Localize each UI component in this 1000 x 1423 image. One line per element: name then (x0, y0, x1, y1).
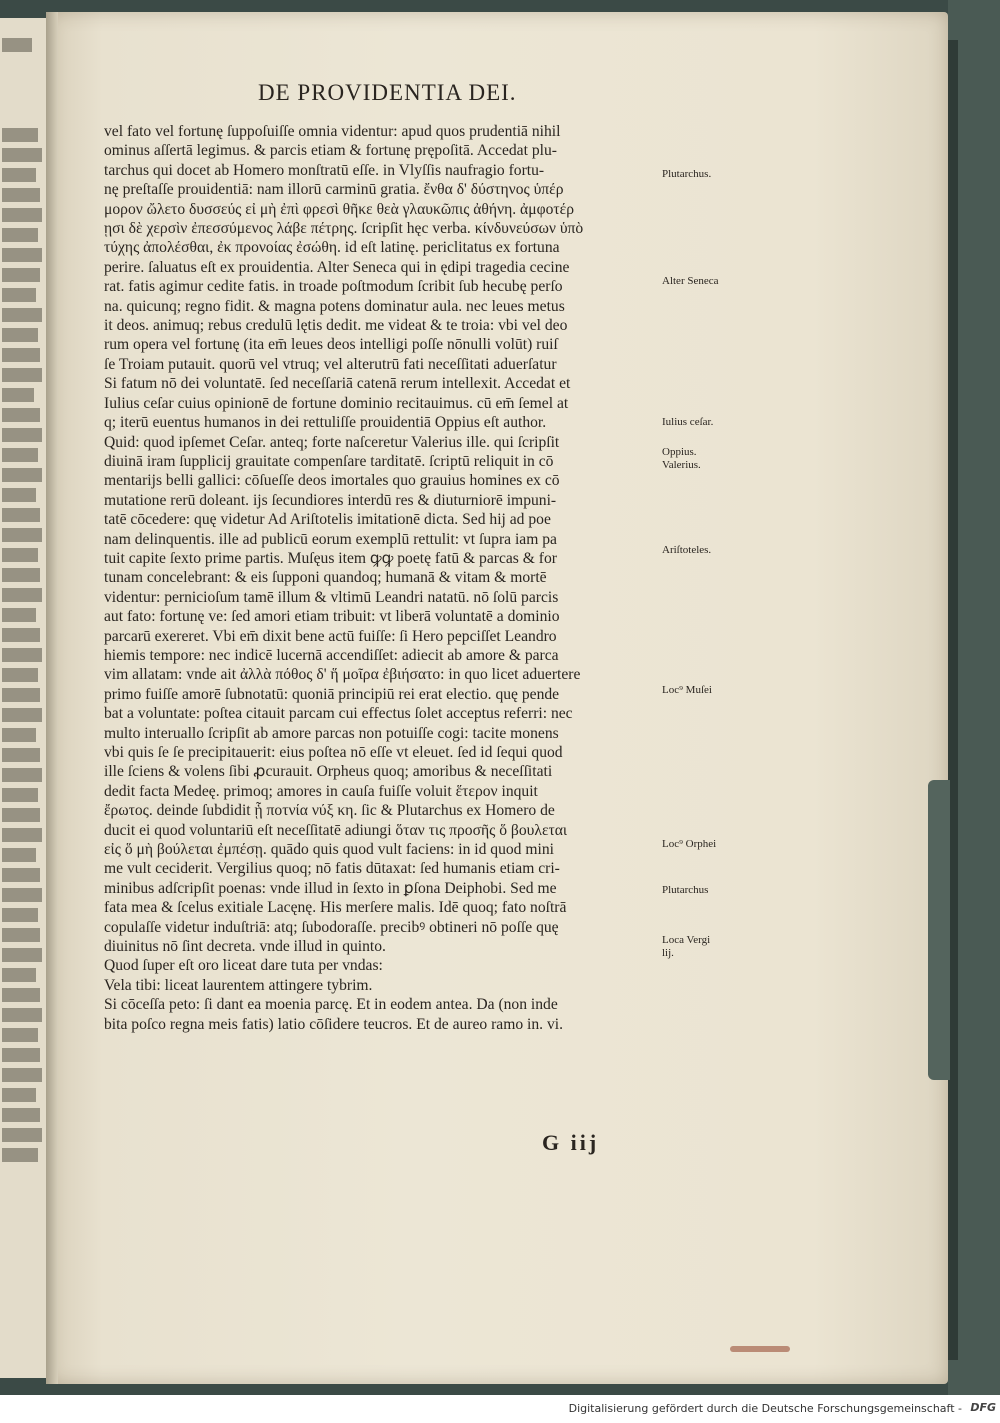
text-line: ominus aſſertā legimus. & parcis etiam & fortunę prępoſitā. Accedat plu- (104, 142, 557, 160)
text-line: diuinitus nō ſint decreta. vnde illud in quinto. (104, 938, 386, 956)
text-line: vim allatam: vnde ait ἀλλὰ πόθος δ' ἥ μοῖρα ἐβιήσατο: in quo licet aduertere (104, 666, 581, 684)
text-line: Si cōceſſa peto: ſi dant ea moenia parcę. Et in eodem antea. Da (non inde (104, 996, 558, 1014)
facing-page-edge (0, 18, 48, 1378)
text-line: fata mea & ſcelus exitiale Lacęnę. His merſere malis. Idē quoq; fato noſtrā (104, 899, 567, 917)
page-stain (730, 1346, 790, 1352)
text-line: tuit capite ſexto prime partis. Muſęus item ꝙꝙ poetę fatū & parcas & for (104, 549, 557, 567)
marginal-note: Oppius. Valerius. (662, 446, 701, 471)
text-line: ῃσι δὲ χερσὶν ἐπεσσύμενος λάβε πέτρης. ſcripſit hęc verba. κίνδυνεύσων ὑπὸ (104, 220, 584, 238)
marginal-note: Plutarchus. (662, 168, 712, 180)
text-line: μορον ὤλετο δυσσεύς εἰ μὴ ἐπὶ φρεσὶ θῆκε θεὰ γλαυκῶπις ἀθήνη. ἀμφοτέρ (104, 200, 574, 218)
text-line: ſe Troiam putauit. quorū vel vtruq; vel alterutrū fati neceſſitati aduerſatur (104, 355, 557, 373)
text-line: perire. ſaluatus eſt ex prouidentia. Alter Seneca qui in ędipi tragedia cecine (104, 258, 570, 276)
text-line: rat. fatis agimur cedite fatis. in troade poſtmodum ſcribit ſub hecubę perſo (104, 278, 563, 296)
text-line: rum opera vel fortunę (ita em̄ leues deos intelligi poſſe nōnulli volūt) ruiſ (104, 336, 558, 354)
text-line: Quid: quod ipſemet Ceſar. anteq; forte naſceretur Valerius ille. qui ſcripſit (104, 433, 560, 451)
text-line: εἰς ὅ μὴ βούλεται ἐμπέσῃ. quādo quis quod vult faciens: in id quod mini (104, 841, 554, 859)
signature-mark: G iij (542, 1130, 600, 1155)
page-gutter (46, 12, 58, 1384)
text-line: τύχης ἀπολέσθαι, ἐκ προνοίας ἐσώθη. id eſt latinę. periclitatus ex fortuna (104, 239, 560, 257)
marginal-note: Alter Seneca (662, 275, 719, 287)
dfg-logo: DFG (970, 1401, 996, 1414)
text-line: q; iterū euentus humanos in dei rettuliſſe prouidentiā Oppius eſt author. (104, 414, 547, 432)
text-line: tarchus qui docet ab Homero monſtratū eſſe. in Vlyſſis naufragio fortu- (104, 161, 545, 179)
text-line: me vult ceciderit. Vergilius quoq; nō fatis dūtaxat: ſed humanis etiam cri- (104, 860, 560, 878)
text-line: ἔρωτος. deinde ſubdidit ᾗ ποτνία νύξ κη. ſic & Plutarchus ex Homero de (104, 802, 555, 820)
text-line: videntur: pernicioſum tamē illum & vltimū Leandri natatū. nō ſolū parcis (104, 588, 559, 606)
text-line: ille ſciens & volens ſibi ꝓcurauit. Orpheus quoq; amoribus & neceſſitati (104, 763, 553, 781)
text-line: na. quicunq; regno fidit. & magna potens dominatur aula. nec leues metus (104, 297, 565, 315)
text-line: minibus adſcripſit poenas: vnde illud in ſexto in ꝑſona Deiphobi. Sed me (104, 879, 557, 897)
page-clip (928, 780, 950, 1080)
marginal-note: Loca Vergi lij. (662, 934, 711, 959)
text-line: Quod ſuper eſt oro liceat dare tuta per vndas: (104, 957, 383, 975)
text-line: mutatione rerū doleant. ijs ſecundiores interdū res & diuturniorē impuni- (104, 491, 557, 509)
funding-notice: Digitalisierung gefördert durch die Deutsche Forschungsgemeinschaft - (568, 1402, 962, 1415)
text-line: Vela tibi: liceat laurentem attingere tybrim. (104, 976, 373, 994)
footer-bar (0, 1395, 1000, 1423)
text-line: Si fatum nō dei voluntatē. ſed neceſſariā catenā rerum intellexit. Accedat et (104, 375, 571, 393)
text-line: bita poſco regna meis fatis) latio cōſidere teucros. Et de aureo ramo in. vi. (104, 1015, 563, 1033)
book-cover-edge (948, 40, 958, 1360)
text-line: ducit ei quod voluntariū eſt neceſſitatē adiungi ὅταν τις προσῆς ὅ βουλεται (104, 821, 568, 839)
text-line: nam delinquentis. ille ad publicū eorum exemplū rettulit: vt ſupra iam pa (104, 530, 557, 548)
text-line: diuinā iram ſupplicij grauitate compenſare tarditatē. ſcriptū reliquit in cō (104, 452, 554, 470)
text-line: copulaſſe videtur induſtriā: atq; ſubodoraſſe. precibꝰ obtineri nō poſſe quę (104, 918, 559, 936)
text-line: nę preſtaſſe prouidentiā: nam illorū carminū gratia. ἔνθα δ' δύστηνος ὑπέρ (104, 181, 564, 199)
marginal-note: Iulius ceſar. (662, 416, 714, 428)
text-line: vbi quis ſe ſe precipitauerit: eius poſtea nō eſſe vt eleuet. ſed id ſequi quod (104, 744, 563, 761)
running-header: DE PROVIDENTIA DEI. (258, 80, 517, 105)
text-line: bat a voluntate: poſtea citauit parcam cui effectus ſolet acceptus referri: nec (104, 705, 573, 723)
text-line: Iulius ceſar cuius opinionē de fortune dominio recitauimus. cū em̄ ſemel at (104, 394, 569, 412)
marginal-note: Loc⁹ Orphei (662, 838, 717, 850)
text-line: parcarū exereret. Vbi em̄ dixit bene actū fuiſſe: ſi Hero pepciſſet Leandro (104, 627, 557, 645)
text-line: aut fato: fortunę ve: ſed amori etiam tribuit: vt liberā voluntatē a dominio (104, 608, 560, 626)
text-line: primo fuiſſe amorē ſubnotatū: quoniā principiū rei erat electio. quę pende (104, 685, 560, 703)
main-text-block (104, 122, 684, 1034)
text-line: vel fato vel fortunę ſuppoſuiſſe omnia videntur: apud quos prudentiā nihil (104, 123, 561, 140)
text-line: hiemis tempore: nec indicē lucernā accendiſſet: adiecit ab amore & parca (104, 646, 559, 664)
text-line: tatē cōcedere: quę videtur Ad Ariſtotelis imitationē dicta. Sed hij ad poe (104, 511, 551, 529)
marginal-note: Plutarchus (662, 884, 709, 896)
text-line: dedit facta Medeę. primoq; amores in cauſa fuiſſe voluit ἕτερον inquit (104, 782, 538, 800)
text-line: it deos. animuq; rebus credulū lętis dedit. me videat & te troia: vbi vel deo (104, 317, 568, 335)
marginal-note: Loc⁹ Muſei (662, 684, 712, 696)
text-line: mentarijs belli gallici: cōſueſſe deos imortales quo grauius homines ex cō (104, 472, 560, 490)
text-line: multo interuallo ſcripſit ab amore parcas non potuiſſe cogi: tacite monens (104, 724, 559, 742)
text-line: tunam concelebrant: & eis ſupponi quandoq; humanā & vitam & mortē (104, 569, 547, 587)
marginal-note: Ariſtoteles. (662, 544, 712, 556)
